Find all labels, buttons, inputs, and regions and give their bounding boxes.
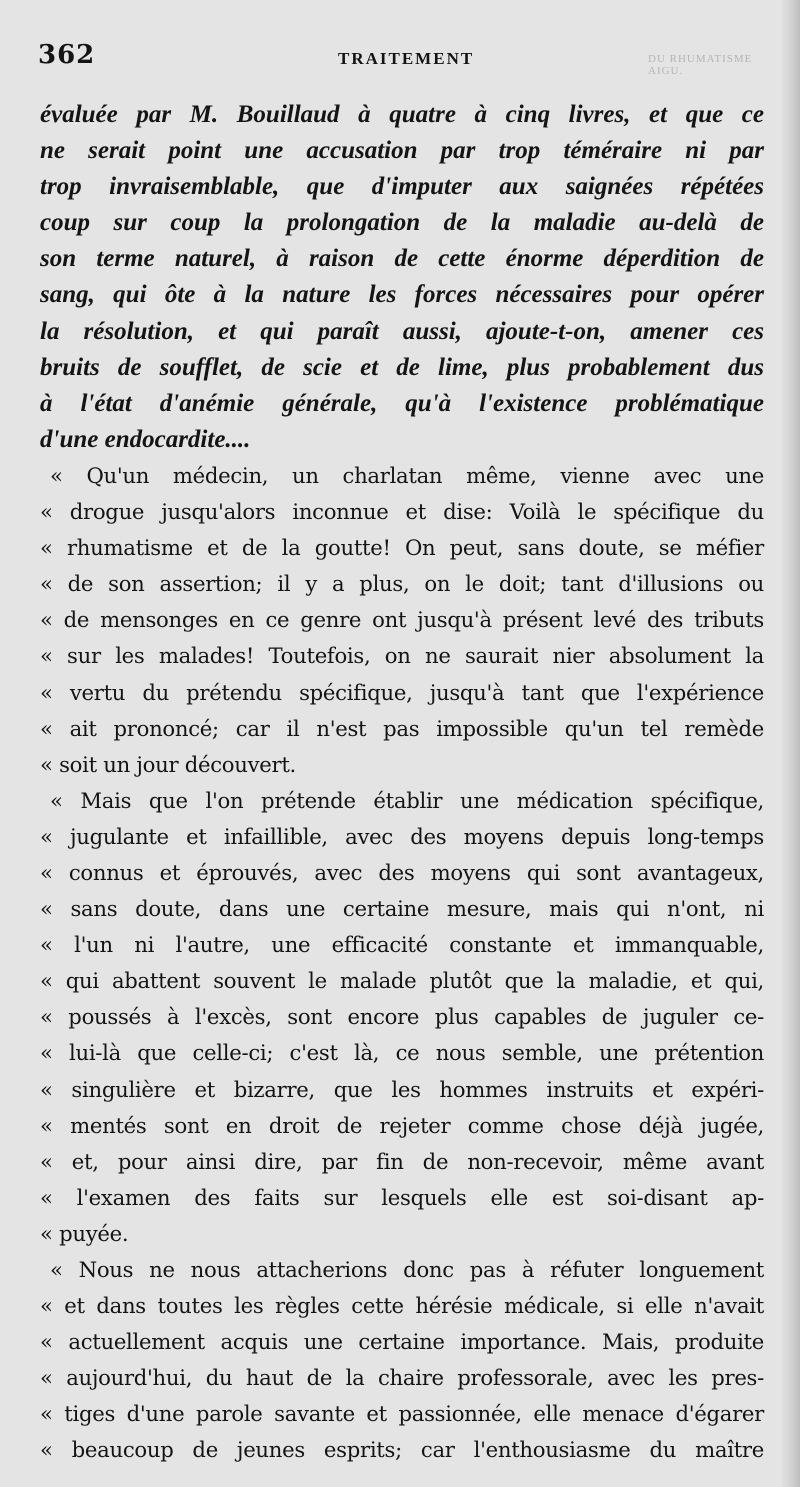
text-line: « puyée. xyxy=(40,1220,129,1246)
text-line: à l'état d'anémie générale, qu'à l'existence problématique xyxy=(40,389,764,417)
text-line: « de mensonges en ce genre ont jusqu'à présent levé des tributs xyxy=(40,607,764,633)
text-line: « Nous ne nous attacherions donc pas à réfuter longuement xyxy=(50,1257,764,1282)
text-line: d'une endocardite.... xyxy=(40,425,251,453)
text-line: « sans doute, dans une certaine mesure, mais qui n'ont, ni xyxy=(40,896,764,922)
text-line: « l'examen des faits sur lesquels elle est soi-disant ap- xyxy=(40,1184,764,1210)
text-line: « ait prononcé; car il n'est pas impossible qu'un tel remède xyxy=(40,715,764,741)
text-line: « vertu du prétendu spécifique, jusqu'à tant que l'expérience xyxy=(40,679,764,705)
text-line: « et, pour ainsi dire, par fin de non-recevoir, même avant xyxy=(40,1148,764,1174)
text-line: « mentés sont en droit de rejeter comme chose déjà jugée, xyxy=(40,1112,764,1138)
text-line: « drogue jusqu'alors inconnue et dise: Voilà le spécifique du xyxy=(40,499,764,525)
text-line: « connus et éprouvés, avec des moyens qui sont avantageux, xyxy=(40,859,764,885)
text-line: trop invraisemblable, que d'imputer aux saignées répétées xyxy=(40,173,764,201)
text-line: ne serait point une accusation par trop téméraire ni par xyxy=(40,137,764,165)
text-line: « aujourd'hui, du haut de la chaire professorale, avec les pres- xyxy=(40,1365,764,1391)
text-line: la résolution, et qui paraît aussi, ajoute-t-on, amener ces xyxy=(40,317,764,345)
body-text xyxy=(40,97,764,1469)
text-line: sang, qui ôte à la nature les forces nécessaires pour opérer xyxy=(40,281,764,309)
page-edge-shadow xyxy=(782,0,800,1487)
text-line: « actuellement acquis une certaine importance. Mais, produite xyxy=(40,1329,764,1355)
page-header xyxy=(38,40,768,76)
text-line: « beaucoup de jeunes esprits; car l'enthousiasme du maître xyxy=(40,1437,764,1463)
text-line: coup sur coup la prolongation de la maladie au-delà de xyxy=(40,209,764,237)
text-line: « soit un jour découvert. xyxy=(40,751,296,777)
text-line: « sur les malades! Toutefois, on ne saurait nier absolument la xyxy=(40,643,764,669)
text-line: « lui-là que celle-ci; c'est là, ce nous semble, une prétention xyxy=(40,1040,764,1066)
running-title: TRAITEMENT xyxy=(338,49,475,68)
text-line: « rhumatisme et de la goutte! On peut, sans doute, se méfier xyxy=(40,535,764,561)
text-line: « Qu'un médecin, un charlatan même, vienne avec une xyxy=(50,462,764,488)
text-line: « tiges d'une parole savante et passionnée, elle menace d'égarer xyxy=(40,1401,764,1427)
page-number: 362 xyxy=(38,40,96,70)
text-line: évaluée par M. Bouillaud à quatre à cinq livres, et que ce xyxy=(40,101,764,128)
text-line: « de son assertion; il y a plus, on le doit; tant d'illusions ou xyxy=(40,571,764,597)
text-line: « l'un ni l'autre, une efficacité constante et immanquable, xyxy=(40,932,764,958)
text-line: « et dans toutes les règles cette hérésie médicale, si elle n'avait xyxy=(40,1293,764,1319)
text-line: « jugulante et infaillible, avec des moyens depuis long-temps xyxy=(40,823,764,849)
text-line: « poussés à l'excès, sont encore plus capables de juguler ce- xyxy=(40,1004,764,1030)
text-line: son terme naturel, à raison de cette énorme déperdition de xyxy=(40,245,764,273)
text-line: « singulière et bizarre, que les hommes instruits et expéri- xyxy=(40,1076,764,1102)
text-line: « Mais que l'on prétende établir une médication spécifique, xyxy=(50,787,764,813)
bleed-through-text: DU RHUMATISME AIGU. xyxy=(648,53,753,77)
text-line: « qui abattent souvent le malade plutôt que la maladie, et qui, xyxy=(40,968,764,994)
text-line: bruits de soufflet, de scie et de lime, plus probablement dus xyxy=(40,353,764,381)
